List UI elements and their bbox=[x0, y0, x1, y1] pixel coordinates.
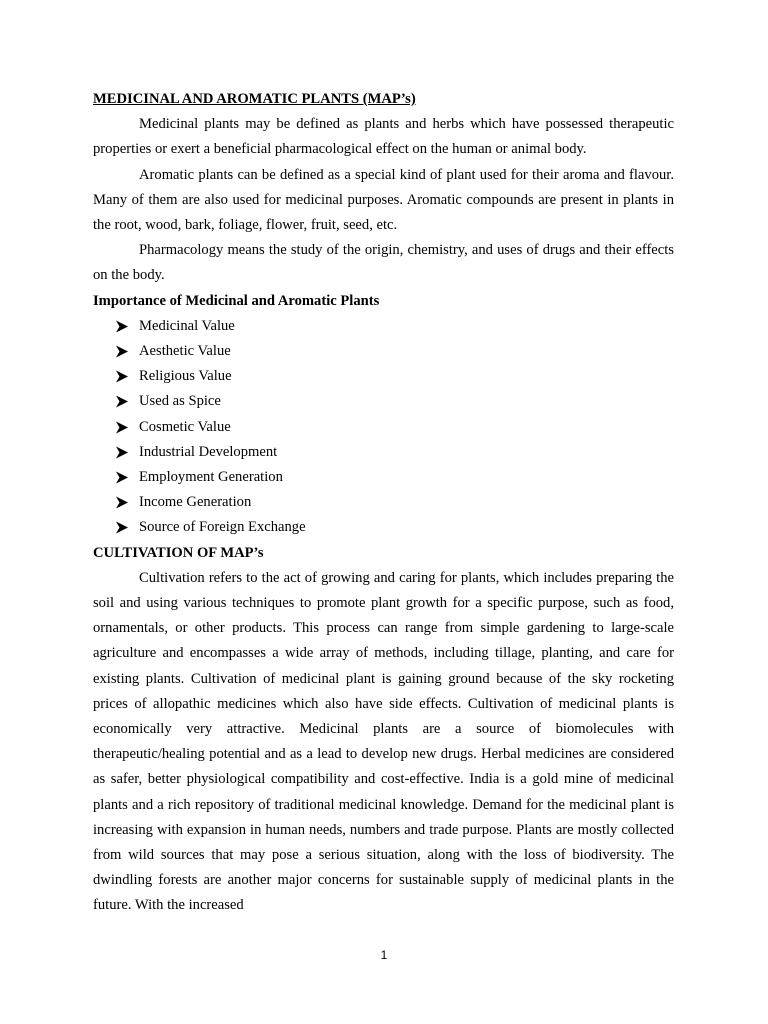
list-item-label: Used as Spice bbox=[139, 393, 221, 410]
importance-heading: Importance of Medicinal and Aromatic Plants bbox=[93, 292, 380, 309]
list-item-label: Cosmetic Value bbox=[139, 418, 231, 435]
paragraph-aromatic-definition: Aromatic plants can be defined as a special kind of plant used for their aroma and flavour. Many of them are also used for medicinal purposes. Aromatic compounds are present in plants in the root, wood, bark, foliage, flower, fruit, seed, etc. bbox=[93, 166, 674, 234]
list-item bbox=[93, 465, 674, 490]
list-item-label: Source of Foreign Exchange bbox=[139, 519, 306, 536]
arrowhead-bullet-icon bbox=[115, 370, 129, 383]
arrowhead-bullet-icon bbox=[115, 345, 129, 358]
list-item bbox=[93, 364, 674, 389]
importance-list bbox=[93, 314, 674, 541]
arrowhead-bullet-icon bbox=[115, 421, 129, 434]
arrowhead-bullet-icon bbox=[115, 446, 129, 459]
paragraph-pharmacology-definition: Pharmacology means the study of the origin, chemistry, and uses of drugs and their effects on the body. bbox=[93, 242, 674, 284]
arrowhead-bullet-icon bbox=[115, 320, 129, 333]
list-item-label: Industrial Development bbox=[139, 443, 278, 460]
list-item bbox=[93, 314, 674, 339]
arrowhead-bullet-icon bbox=[115, 496, 129, 509]
list-item bbox=[93, 490, 674, 515]
cultivation-heading: CULTIVATION OF MAP’s bbox=[93, 544, 264, 561]
list-item bbox=[93, 389, 674, 414]
list-item bbox=[93, 515, 674, 540]
list-item-label: Aesthetic Value bbox=[139, 343, 231, 360]
list-item-label: Medicinal Value bbox=[139, 317, 235, 334]
list-item bbox=[93, 415, 674, 440]
paragraph-cultivation: Cultivation refers to the act of growing and caring for plants, which includes preparing the soil and using various techniques to promote plant growth for a specific purpose, such as food, ornamentals, or other products. This process can range from simple gardening to large-scale agriculture and encompasses a wide array of methods, including tillage, planting, and care for existing plants. Cultivation of medicinal plant is gaining ground because of the sky rocketing prices of allopathic medicines which also have side effects. Cultivation of medicinal plants is economically very attractive. Medicinal plants are a source of biomolecules with therapeutic/healing potential and as a lead to develop new drugs. Herbal medicines are considered as safer, better physiological compatibility and cost-effective. India is a gold mine of medicinal plants and a rich repository of traditional medicinal knowledge. Demand for the medicinal plant is increasing with expansion in human needs, numbers and trade purpose. Plants are mostly collected from wild sources that may pose a serious situation, along with the loss of biodiversity. The dwindling forests are another major concerns for sustainable supply of medicinal plants in the future. With the increased bbox=[93, 569, 674, 914]
page-number: 1 bbox=[380, 948, 388, 962]
list-item-label: Religious Value bbox=[139, 368, 232, 385]
list-item bbox=[93, 339, 674, 364]
paragraph-medicinal-definition: Medicinal plants may be defined as plants and herbs which have possessed therapeutic properties or exert a beneficial pharmacological effect on the human or animal body. bbox=[93, 116, 674, 158]
list-item-label: Employment Generation bbox=[139, 468, 283, 485]
arrowhead-bullet-icon bbox=[115, 471, 129, 484]
arrowhead-bullet-icon bbox=[115, 395, 129, 408]
document-title: MEDICINAL AND AROMATIC PLANTS (MAP’s) bbox=[93, 91, 416, 107]
list-item bbox=[93, 440, 674, 465]
arrowhead-bullet-icon bbox=[115, 521, 129, 534]
document-page bbox=[93, 87, 674, 919]
list-item-label: Income Generation bbox=[139, 494, 252, 511]
